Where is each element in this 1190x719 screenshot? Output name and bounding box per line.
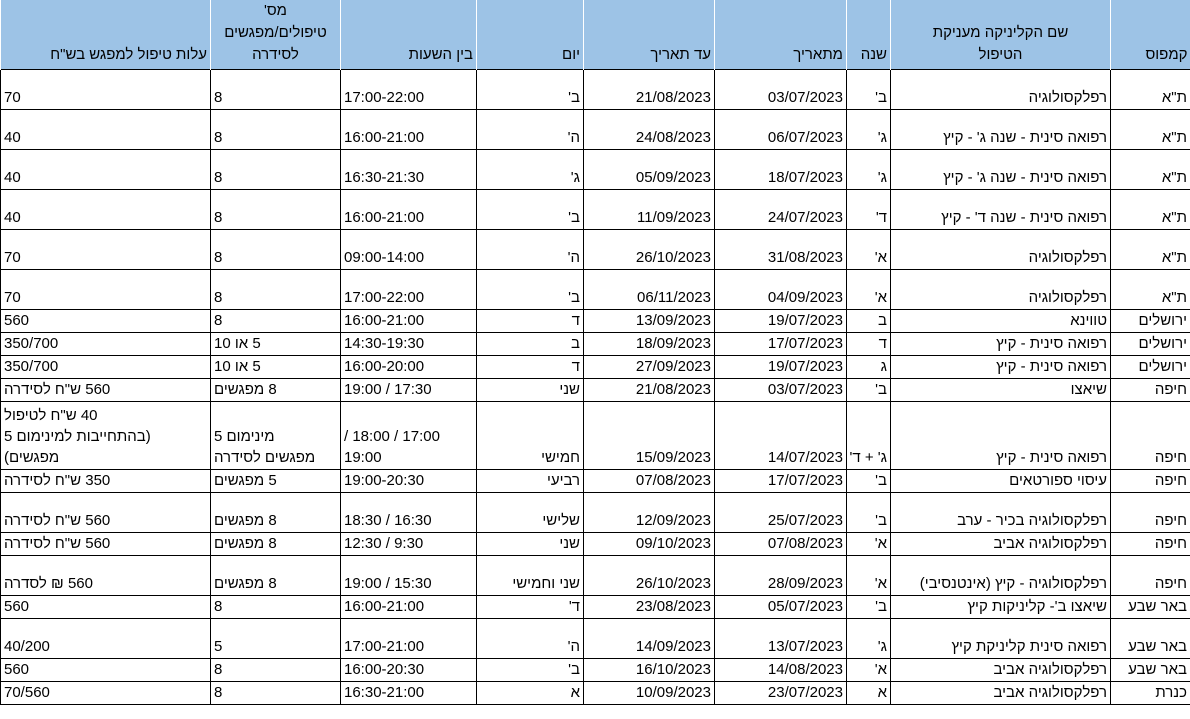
cell-hours[interactable]: 17:30 / 19:00 [341,379,477,402]
cell-day[interactable]: ב [477,333,584,356]
cell-cost[interactable]: 560 ש"ח לסידרה [1,533,211,556]
table-row [1,333,1190,356]
cell-clinic[interactable]: רפלקסולוגיה בכיר - ערב [891,493,1111,533]
cell-to-date[interactable]: 06/11/2023 [584,270,715,310]
cell-session-count[interactable]: 8 [211,682,341,705]
table-row [1,619,1190,659]
cell-day[interactable]: ה' [477,619,584,659]
cell-hours[interactable]: 19:00-20:30 [341,470,477,493]
cell-to-date[interactable]: 05/09/2023 [584,150,715,190]
cell-cost[interactable]: 40 [1,190,211,230]
cell-to-date[interactable]: 12/09/2023 [584,493,715,533]
table-row [1,379,1190,402]
cell-session-count[interactable]: 8 מפגשים [211,533,341,556]
cell-to-date[interactable]: 21/08/2023 [584,379,715,402]
cell-year[interactable]: א' [847,230,891,270]
cell-clinic[interactable]: רפלקסולוגיה אביב [891,682,1111,705]
cell-clinic[interactable]: רפלקסולוגיה אביב [891,659,1111,682]
cell-session-count[interactable]: 8 [211,70,341,110]
cell-from-date[interactable]: 24/07/2023 [715,190,847,230]
cell-cost[interactable]: 70/560 [1,682,211,705]
header-session-count[interactable]: מס' טיפולים/מפגשים לסידרה [211,0,341,70]
cell-session-count[interactable]: מינימום 5 מפגשים לסידרה [211,402,341,470]
table-row [1,533,1190,556]
cell-from-date[interactable]: 06/07/2023 [715,110,847,150]
cell-day[interactable]: ד' [477,596,584,619]
cell-year[interactable]: ג' [847,110,891,150]
cell-hours[interactable]: 16:30-21:00 [341,682,477,705]
cell-year[interactable]: ב [847,310,891,333]
cell-clinic[interactable]: עיסוי ספורטאים [891,470,1111,493]
cell-to-date[interactable]: 23/08/2023 [584,596,715,619]
cell-to-date[interactable]: 13/09/2023 [584,310,715,333]
cell-clinic[interactable]: שיאצו ב'- קליניקות קיץ [891,596,1111,619]
cell-hours[interactable]: 09:00-14:00 [341,230,477,270]
cell-campus[interactable]: ת"א [1111,270,1190,310]
cell-from-date[interactable]: 07/08/2023 [715,533,847,556]
table-row [1,470,1190,493]
cell-from-date[interactable]: 14/08/2023 [715,659,847,682]
cell-hours[interactable]: 17:00-22:00 [341,270,477,310]
cell-clinic[interactable]: רפואה סינית - שנה ג' - קיץ [891,150,1111,190]
cell-year[interactable]: ב' [847,379,891,402]
cell-year[interactable]: ג [847,356,891,379]
cell-from-date[interactable]: 05/07/2023 [715,596,847,619]
cell-to-date[interactable]: 16/10/2023 [584,659,715,682]
cell-from-date[interactable]: 25/07/2023 [715,493,847,533]
cell-campus[interactable]: ת"א [1111,150,1190,190]
cell-to-date[interactable]: 26/10/2023 [584,556,715,596]
cell-cost[interactable]: 350/700 [1,333,211,356]
cell-cost[interactable]: 70 [1,70,211,110]
cell-year[interactable]: ב' [847,493,891,533]
header-from-date[interactable]: מתאריך [715,0,847,70]
cell-clinic[interactable]: רפואה סינית - שנה ד' - קיץ [891,190,1111,230]
table-row [1,190,1190,230]
cell-hours[interactable]: 16:00-20:00 [341,356,477,379]
cell-day[interactable]: חמישי [477,402,584,470]
header-hours[interactable]: בין השעות [341,0,477,70]
cell-session-count[interactable]: 8 מפגשים [211,493,341,533]
table-row [1,310,1190,333]
cell-clinic[interactable]: טווינא [891,310,1111,333]
cell-day[interactable]: שני [477,379,584,402]
table-row [1,70,1190,110]
cell-session-count[interactable]: 5 מפגשים [211,470,341,493]
cell-day[interactable]: ג' [477,150,584,190]
cell-cost[interactable]: 40 ש"ח לטיפול (בהתחייבות למינימום 5 מפגשים) [1,402,211,470]
cell-day[interactable]: א [477,682,584,705]
cell-from-date[interactable]: 28/09/2023 [715,556,847,596]
cell-clinic[interactable]: רפלקסולוגיה [891,270,1111,310]
cell-campus[interactable]: חיפה [1111,556,1190,596]
cell-year[interactable]: ג' [847,619,891,659]
cell-campus[interactable]: באר שבע [1111,659,1190,682]
cell-day[interactable]: ה' [477,230,584,270]
header-day[interactable]: יום [477,0,584,70]
table-row [1,270,1190,310]
cell-year[interactable]: א' [847,533,891,556]
cell-from-date[interactable]: 03/07/2023 [715,70,847,110]
cell-from-date[interactable]: 17/07/2023 [715,333,847,356]
cell-session-count[interactable]: 8 מפגשים [211,556,341,596]
cell-clinic[interactable]: רפואה סינית - קיץ [891,356,1111,379]
cell-day[interactable]: שני [477,533,584,556]
header-row [1,0,1190,70]
cell-day[interactable]: ב' [477,659,584,682]
cell-session-count[interactable]: 8 [211,659,341,682]
cell-day[interactable]: רביעי [477,470,584,493]
cell-clinic[interactable]: רפלקסולוגיה [891,230,1111,270]
cell-from-date[interactable]: 18/07/2023 [715,150,847,190]
table-row [1,230,1190,270]
cell-clinic[interactable]: רפלקסולוגיה [891,70,1111,110]
table-row [1,556,1190,596]
cell-year[interactable]: א' [847,556,891,596]
table-row [1,402,1190,470]
cell-campus[interactable]: חיפה [1111,493,1190,533]
cell-hours[interactable]: 17:00-22:00 [341,70,477,110]
cell-cost[interactable]: 560 ש"ח לסידרה [1,379,211,402]
cell-year[interactable]: ב' [847,596,891,619]
cell-hours[interactable]: 16:30 / 18:30 [341,493,477,533]
cell-from-date[interactable]: 17/07/2023 [715,470,847,493]
cell-session-count[interactable]: 8 [211,270,341,310]
cell-campus[interactable]: באר שבע [1111,619,1190,659]
cell-hours[interactable]: 17:00 / 18:00 / 19:00 [341,402,477,470]
cell-hours[interactable]: 16:30-21:30 [341,150,477,190]
cell-from-date[interactable]: 04/09/2023 [715,270,847,310]
table-row [1,682,1190,705]
cell-campus[interactable]: חיפה [1111,402,1190,470]
header-cost[interactable]: עלות טיפול למפגש בש"ח [1,0,211,70]
cell-from-date[interactable]: 19/07/2023 [715,310,847,333]
cell-hours[interactable]: 9:30 / 12:30 [341,533,477,556]
cell-year[interactable]: א' [847,659,891,682]
header-campus[interactable]: קמפוס [1111,0,1190,70]
cell-hours[interactable]: 16:00-20:30 [341,659,477,682]
cell-year[interactable]: א' [847,270,891,310]
cell-session-count[interactable]: 5 [211,619,341,659]
table-row [1,596,1190,619]
cell-from-date[interactable]: 19/07/2023 [715,356,847,379]
cell-to-date[interactable]: 27/09/2023 [584,356,715,379]
cell-cost[interactable]: 40 [1,150,211,190]
cell-session-count[interactable]: 5 או 10 [211,333,341,356]
table-row [1,493,1190,533]
cell-year[interactable]: ב' [847,470,891,493]
cell-from-date[interactable]: 14/07/2023 [715,402,847,470]
cell-to-date[interactable]: 26/10/2023 [584,230,715,270]
table-row [1,110,1190,150]
cell-cost[interactable]: 350/700 [1,356,211,379]
cell-clinic[interactable]: רפואה סינית - קיץ [891,402,1111,470]
table-row [1,150,1190,190]
cell-to-date[interactable]: 10/09/2023 [584,682,715,705]
cell-campus[interactable]: חיפה [1111,533,1190,556]
cell-session-count[interactable]: 8 מפגשים [211,379,341,402]
cell-session-count[interactable]: 8 [211,110,341,150]
table-row [1,659,1190,682]
header-clinic[interactable]: שם הקליניקה מעניקת הטיפול [891,0,1111,70]
cell-clinic[interactable]: רפואה סינית קליניקת קיץ [891,619,1111,659]
cell-cost[interactable]: 560 [1,659,211,682]
cell-to-date[interactable]: 14/09/2023 [584,619,715,659]
cell-from-date[interactable]: 13/07/2023 [715,619,847,659]
cell-from-date[interactable]: 31/08/2023 [715,230,847,270]
cell-year[interactable]: ד' [847,190,891,230]
cell-hours[interactable]: 16:00-21:00 [341,190,477,230]
cell-from-date[interactable]: 03/07/2023 [715,379,847,402]
cell-day[interactable]: שני וחמישי [477,556,584,596]
cell-session-count[interactable]: 8 [211,190,341,230]
header-to-date[interactable]: עד תאריך [584,0,715,70]
cell-hours[interactable]: 16:00-21:00 [341,310,477,333]
cell-session-count[interactable]: 8 [211,150,341,190]
cell-to-date[interactable]: 18/09/2023 [584,333,715,356]
cell-hours[interactable]: 16:00-21:00 [341,110,477,150]
cell-cost[interactable]: 350 ש"ח לסידרה [1,470,211,493]
cell-cost[interactable]: 560 [1,596,211,619]
cell-to-date[interactable]: 21/08/2023 [584,70,715,110]
cell-to-date[interactable]: 09/10/2023 [584,533,715,556]
cell-session-count[interactable]: 5 או 10 [211,356,341,379]
cell-campus[interactable]: ת"א [1111,110,1190,150]
cell-hours[interactable]: 17:00-21:00 [341,619,477,659]
cell-clinic[interactable]: רפואה סינית - קיץ [891,333,1111,356]
cell-campus[interactable]: ת"א [1111,230,1190,270]
cell-campus[interactable]: ירושלים [1111,310,1190,333]
cell-to-date[interactable]: 07/08/2023 [584,470,715,493]
cell-to-date[interactable]: 15/09/2023 [584,402,715,470]
cell-campus[interactable]: ת"א [1111,190,1190,230]
cell-hours[interactable]: 16:00-21:00 [341,596,477,619]
cell-cost[interactable]: 70 [1,230,211,270]
cell-year[interactable]: ג' [847,150,891,190]
cell-campus[interactable]: ת"א [1111,70,1190,110]
cell-cost[interactable]: 560 [1,310,211,333]
cell-to-date[interactable]: 24/08/2023 [584,110,715,150]
cell-session-count[interactable]: 8 [211,310,341,333]
cell-day[interactable]: ד [477,356,584,379]
cell-year[interactable]: ב' [847,70,891,110]
cell-clinic[interactable]: רפלקסולוגיה אביב [891,533,1111,556]
table-row [1,356,1190,379]
cell-clinic[interactable]: רפואה סינית - שנה ג' - קיץ [891,110,1111,150]
cell-campus[interactable]: באר שבע [1111,596,1190,619]
cell-day[interactable]: ב' [477,190,584,230]
cell-campus[interactable]: כנרת [1111,682,1190,705]
cell-day[interactable]: שלישי [477,493,584,533]
cell-year[interactable]: ד [847,333,891,356]
cell-hours[interactable]: 14:30-19:30 [341,333,477,356]
header-year[interactable]: שנה [847,0,891,70]
cell-year[interactable]: א [847,682,891,705]
cell-clinic[interactable]: שיאצו [891,379,1111,402]
cell-from-date[interactable]: 23/07/2023 [715,682,847,705]
cell-day[interactable]: ה' [477,110,584,150]
cell-campus[interactable]: ירושלים [1111,356,1190,379]
cell-cost[interactable]: 560 ₪ לסדרה [1,556,211,596]
cell-hours[interactable]: 15:30 / 19:00 [341,556,477,596]
cell-day[interactable]: ד [477,310,584,333]
cell-campus[interactable]: חיפה [1111,379,1190,402]
cell-campus[interactable]: חיפה [1111,470,1190,493]
cell-cost[interactable]: 40 [1,110,211,150]
cell-campus[interactable]: ירושלים [1111,333,1190,356]
cell-cost[interactable]: 40/200 [1,619,211,659]
cell-session-count[interactable]: 8 [211,596,341,619]
cell-year[interactable]: ג' + ד' [847,402,891,470]
cell-day[interactable]: ב' [477,70,584,110]
cell-session-count[interactable]: 8 [211,230,341,270]
cell-clinic[interactable]: רפלקסולוגיה - קיץ (אינטנסיבי) [891,556,1111,596]
cell-cost[interactable]: 560 ש"ח לסידרה [1,493,211,533]
cell-day[interactable]: ב' [477,270,584,310]
cell-cost[interactable]: 70 [1,270,211,310]
cell-to-date[interactable]: 11/09/2023 [584,190,715,230]
